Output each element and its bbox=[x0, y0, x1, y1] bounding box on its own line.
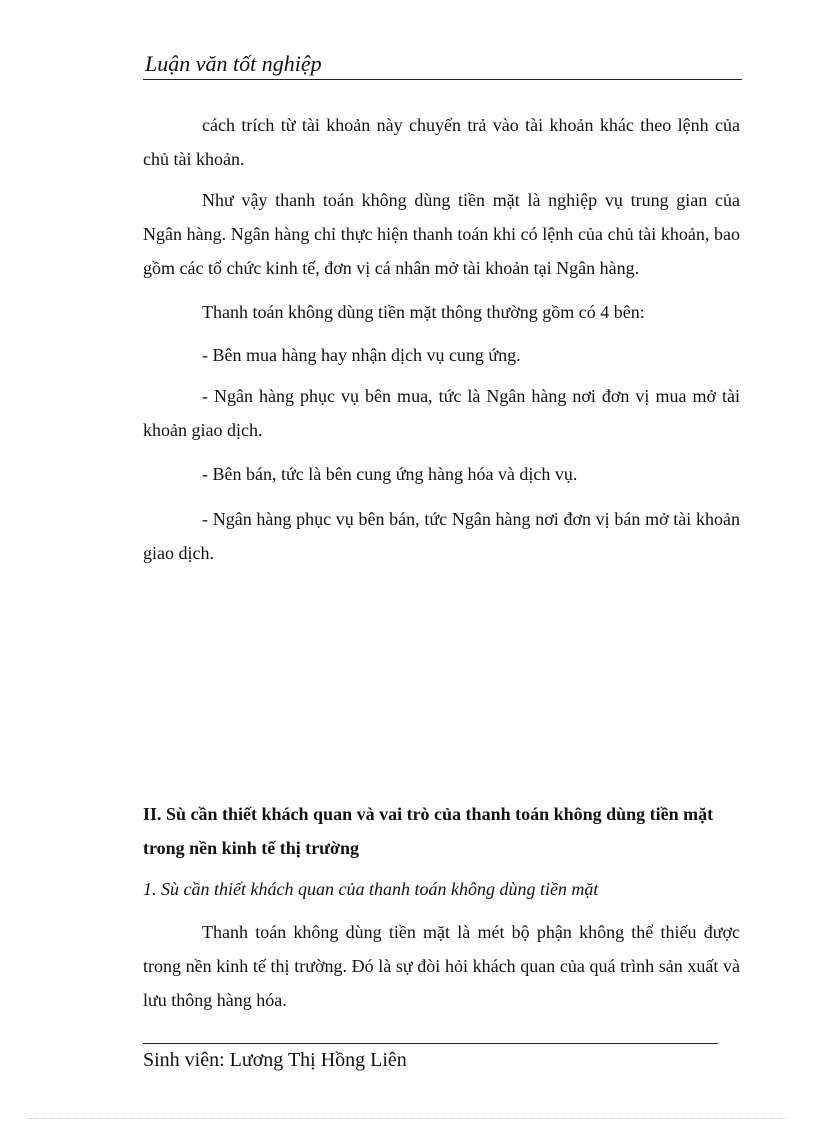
paragraph-four-parties: Thanh toán không dùng tiền mặt thông thường gồm có 4 bên: bbox=[202, 302, 645, 322]
header-divider bbox=[143, 79, 742, 80]
document-header-title: Luận văn tốt nghiệp bbox=[145, 51, 322, 76]
paragraph-intermediary: Như vậy thanh toán không dùng tiền mặt là nghiệp vụ trung gian của Ngân hàng. Ngân hàng chỉ thực hiện thanh toán khi có lệnh của chủ tài khoản, bao gồm các tổ chức kinh tế, đơn vị cá nhân mở tài khoản tại Ngân hàng. bbox=[143, 190, 740, 278]
paragraph-necessity: Thanh toán không dùng tiền mặt là mét bộ phận không thể thiếu được trong nền kinh tế thị trường. Đó là sự đòi hỏi khách quan của quá trình sản xuất và lưu thông hàng hóa. bbox=[143, 922, 740, 1010]
list-item-buyer: - Bên mua hàng hay nhận dịch vụ cung ứng. bbox=[202, 345, 521, 365]
list-item-seller-bank: - Ngân hàng phục vụ bên bán, tức Ngân hàng nơi đơn vị bán mở tài khoản giao dịch. bbox=[143, 509, 740, 563]
page-bottom-border bbox=[28, 1118, 788, 1119]
footer-author: Sinh viên: Lương Thị Hồng Liên bbox=[143, 1049, 407, 1071]
list-item-buyer-bank: - Ngân hàng phục vụ bên mua, tức là Ngân hàng nơi đơn vị mua mở tài khoản giao dịch. bbox=[143, 386, 740, 440]
list-item-seller: - Bên bán, tức là bên cung ứng hàng hóa và dịch vụ. bbox=[202, 464, 578, 484]
section-heading: II. Sù cần thiết khách quan và vai trò của thanh toán không dùng tiền mặt trong nền kinh tế thị trường bbox=[143, 804, 714, 858]
paragraph-account-transfer: cách trích từ tài khoản này chuyển trả vào tài khoản khác theo lệnh của chủ tài khoản. bbox=[143, 115, 740, 169]
section-subheading: 1. Sù cần thiết khách quan của thanh toán không dùng tiền mặt bbox=[143, 879, 599, 899]
footer-divider bbox=[143, 1043, 718, 1044]
